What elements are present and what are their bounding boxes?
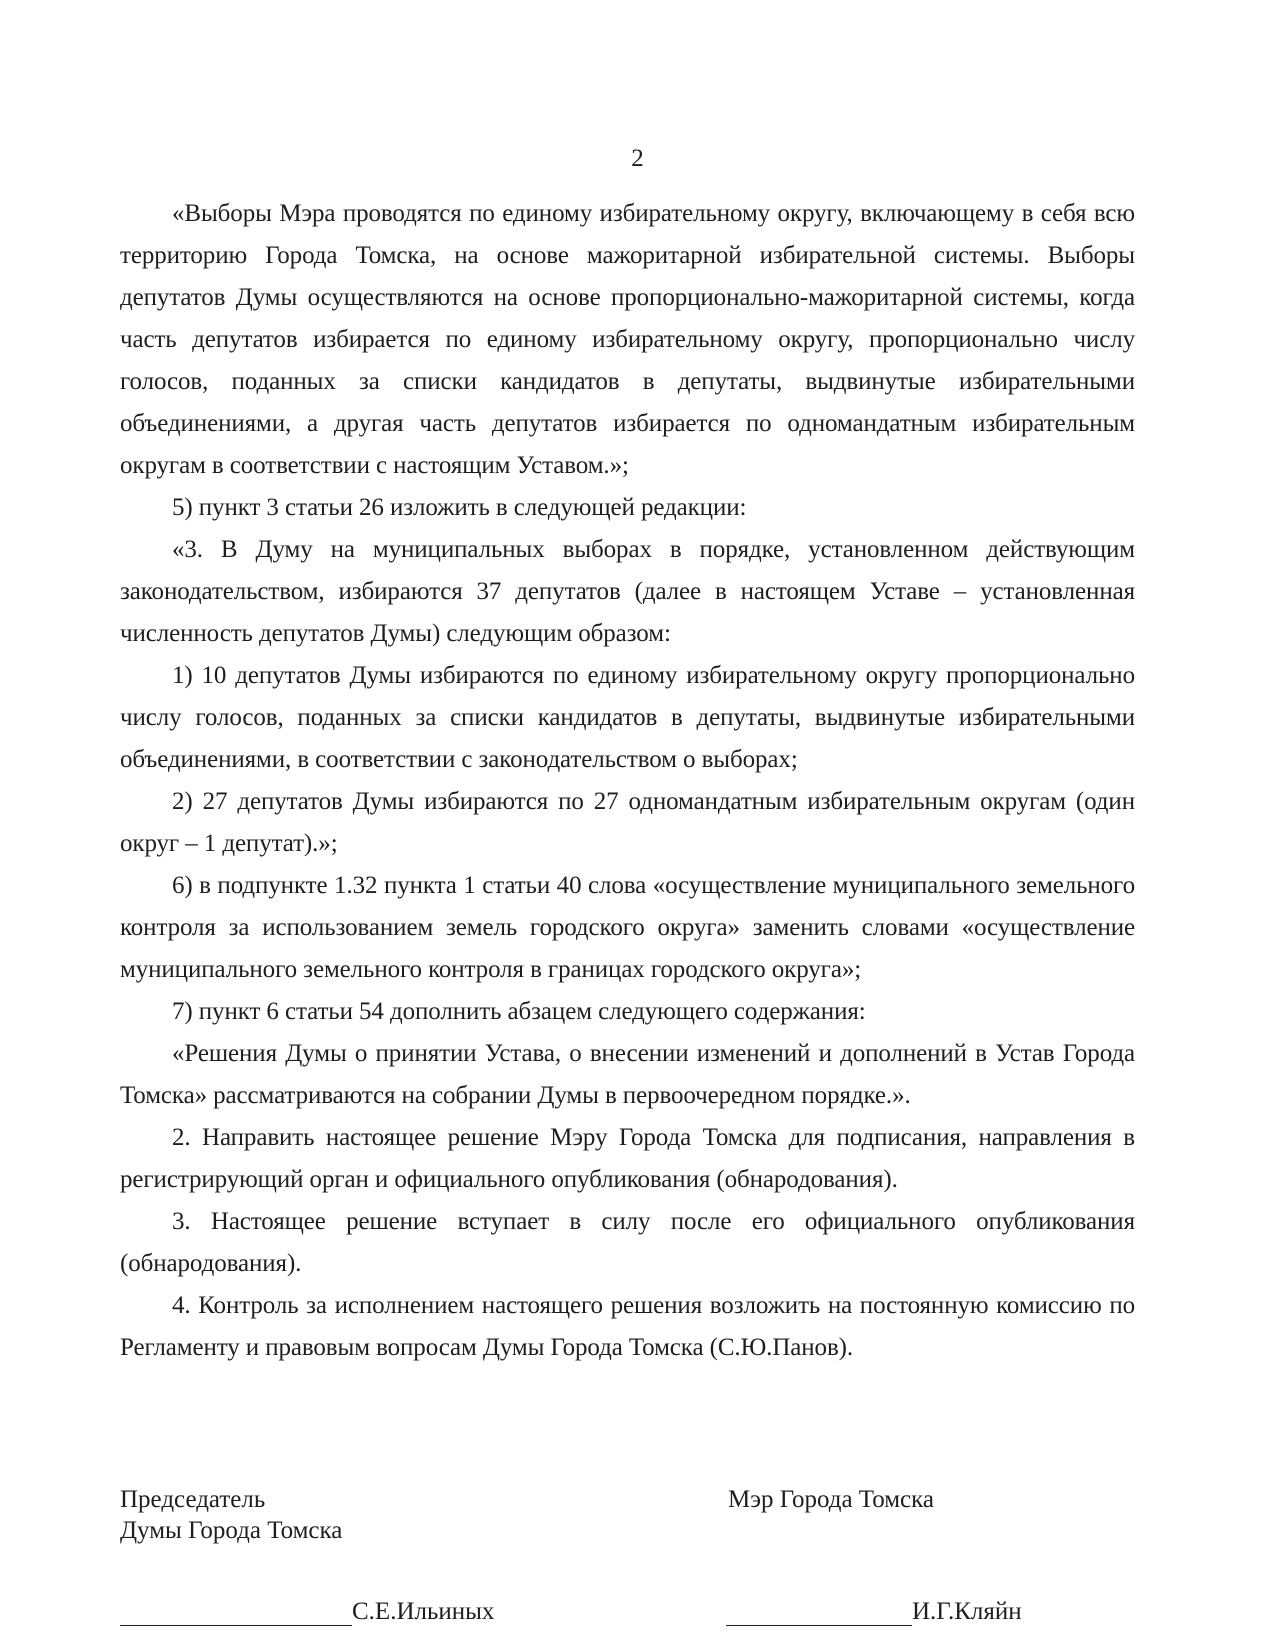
signature-right-name: И.Г.Кляйн [912,1598,1022,1625]
paragraph-item-6: 6) в подпункте 1.32 пункта 1 статьи 40 слова «осуществление муниципального земельного контроля за использованием земель городского округа» заменить словами «осуществление муниципального земельного контроля в границах городского округа»; [120,872,1135,983]
signature-left-line [120,1601,352,1626]
document-body [120,193,1135,1369]
signature-left-title-line1: Председатель [120,1486,266,1513]
signature-right-title: Мэр Города Томска [728,1486,935,1513]
paragraph-item-7: 7) пункт 6 статьи 54 дополнить абзацем следующего содержания: [172,998,866,1025]
paragraph-clause-4: 4. Контроль за исполнением настоящего решения возложить на постоянную комиссию по Регламенту и правовым вопросам Думы Города Томска (С.Ю.Панов). [120,1292,1135,1361]
paragraph-subitem-2: 2) 27 депутатов Думы избираются по 27 одномандатным избирательным округам (один округ – 1 депутат).»; [120,788,1135,857]
paragraph-subitem-1: 1) 10 депутатов Думы избираются по единому избирательному округу пропорционально числу голосов, поданных за списки кандидатов в депутаты, выдвинутые избирательными объединениями, в соответствии с законодательством о выборах; [120,662,1135,773]
signature-left [120,1598,494,1626]
paragraph-clause-3: 3. Настоящее решение вступает в силу после его официального опубликования (обнародования). [120,1208,1135,1277]
paragraph-duma-composition: «3. В Думу на муниципальных выборах в порядке, установленном действующим законодательством, избираются 37 депутатов (далее в настоящем Уставе – установленная численность депутатов Думы) следующим образом: [120,536,1135,647]
signature-right-line [726,1601,912,1626]
paragraph-item-7-text: «Решения Думы о принятии Устава, о внесении изменений и дополнений в Устав Города Томска» рассматриваются на собрании Думы в первоочередном порядке.». [120,1040,1135,1109]
signature-right [726,1598,1022,1626]
signature-left-title [120,1484,342,1546]
paragraph-election-system: «Выборы Мэра проводятся по единому избирательному округу, включающему в себя всю территорию Города Томска, на основе мажоритарной избирательной системы. Выборы депутатов Думы осуществляются на основе пропорционально-мажоритарной системы, когда часть депутатов избирается по единому избирательному округу, пропорционально числу голосов, поданных за списки кандидатов в депутаты, выдвинутые избирательными объединениями, а другая часть депутатов избирается по одномандатным избирательным округам в соответствии с настоящим Уставом.»; [120,200,1135,479]
paragraph-item-5: 5) пункт 3 статьи 26 изложить в следующей редакции: [172,494,747,521]
signature-left-name: С.Е.Ильиных [352,1598,495,1625]
paragraph-clause-2: 2. Направить настоящее решение Мэру Города Томска для подписания, направления в регистрирующий орган и официального опубликования (обнародования). [120,1124,1135,1193]
signature-left-title-line2: Думы Города Томска [120,1517,343,1544]
page-number: 2 [631,145,644,172]
